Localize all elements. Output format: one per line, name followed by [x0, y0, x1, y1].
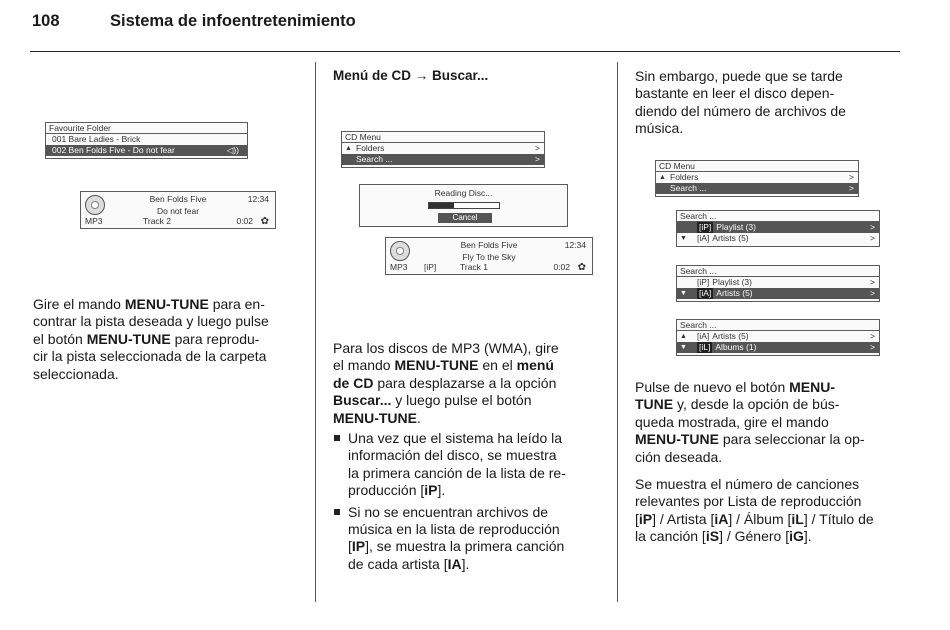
bullet-square-icon — [334, 435, 340, 441]
gear-icon: ✿ — [260, 216, 269, 227]
playlist-tag: [iP] — [424, 262, 437, 272]
col3-paragraph-2: Se muestra el número de canciones relevantes por Lista de reproducción [iP] / Artista [iA] / Álbum [iL] / Título de la canción [iS] / Género [iG]. — [635, 476, 874, 545]
screen-title: Search ... — [677, 211, 879, 222]
clock: 12:34 — [564, 240, 586, 250]
format-label: MP3 — [85, 216, 103, 226]
list-item: ▲ [iA] Artists (5) > — [680, 331, 875, 341]
progress-bar — [428, 202, 500, 209]
up-arrow-icon: ▲ — [680, 333, 687, 340]
clock: 12:34 — [247, 194, 269, 204]
progress-fill — [429, 203, 454, 208]
elapsed-time: 0:02 — [236, 216, 253, 226]
list-item: ▲ Folders > — [659, 172, 854, 182]
list-item: 001 Bare Ladies - Brick — [52, 134, 141, 144]
list-item-selected: 002 Ben Folds Five - Do not fear ◁)) — [46, 145, 247, 156]
screen-title: Search ... — [677, 266, 879, 277]
artist-name: Ben Folds Five — [460, 240, 518, 250]
down-arrow-icon: ▼ — [680, 290, 687, 297]
list-item-selected: Search ... > — [656, 183, 858, 194]
track-label: Track 1 — [460, 262, 489, 272]
track-label: Track 2 — [143, 216, 172, 226]
speaker-icon: ◁)) — [226, 145, 239, 155]
list-item-selected: ▼ [iA] Artists (5) > — [677, 288, 879, 299]
list-item: ▼ [iA] Artists (5) > — [680, 233, 875, 243]
artist-name: Ben Folds Five — [149, 194, 207, 204]
section-heading: Menú de CD → Buscar... — [333, 68, 489, 83]
header-rule — [30, 51, 900, 52]
col3-paragraph-1: Pulse de nuevo el botón MENU- TUNE y, desde la opción de bús- queda mostrada, gire el mando MENU-TUNE para seleccionar la op- ción deseada. — [635, 379, 865, 465]
page-title: Sistema de infoentretenimiento — [110, 12, 356, 30]
up-arrow-icon: ▲ — [345, 145, 352, 152]
search-screen-2 — [676, 265, 880, 302]
screen-title: Favourite Folder — [46, 123, 247, 134]
bullet-square-icon — [334, 509, 340, 515]
song-title: Do not fear — [156, 206, 200, 216]
bullet-item: Una vez que el sistema ha leído la información del disco, se muestra la primera canción de la lista de re- producción [iP]. — [333, 430, 608, 500]
page-number: 108 — [32, 12, 60, 30]
screen-title: CD Menu — [656, 161, 858, 172]
list-item-selected: ▼ [iL] Albums (1) > — [677, 342, 879, 353]
column-divider-2 — [617, 62, 618, 602]
now-playing-screen — [385, 237, 593, 275]
search-screen-3 — [676, 319, 880, 356]
cd-menu-screen — [341, 131, 545, 168]
list-item: ▲ Folders > — [345, 143, 540, 153]
col3-intro: Sin embargo, puede que se tarde bastante en leer el disco depen- diendo del número de archivos de música. — [635, 68, 846, 137]
down-arrow-icon: ▼ — [680, 235, 687, 242]
column-divider-1 — [315, 62, 316, 602]
reading-disc-dialog — [359, 184, 568, 227]
gear-icon: ✿ — [577, 262, 586, 273]
list-item-selected: [iP] Playlist (3) > — [677, 222, 879, 233]
search-screen-1 — [676, 210, 880, 247]
col2-bullets — [333, 430, 608, 577]
screen-title: CD Menu — [342, 132, 544, 143]
down-arrow-icon: ▼ — [680, 344, 687, 351]
page-header — [30, 12, 930, 38]
elapsed-time: 0:02 — [553, 262, 570, 272]
dialog-message: Reading Disc... — [434, 188, 493, 198]
screen-title: Search ... — [677, 320, 879, 331]
col1-paragraph: Gire el mando MENU-TUNE para en- contrar la pista deseada y luego pulse el botón MENU-TUNE para reprodu- cir la pista seleccionada de la carpeta seleccionada. — [33, 296, 269, 382]
list-item-selected: Search ... > — [342, 154, 544, 165]
col2-paragraph: Para los discos de MP3 (WMA), gire el mando MENU-TUNE en el menú de CD para desplazarse a la opción Buscar... y luego pulse el botón MENU-TUNE. — [333, 340, 559, 426]
bullet-item: Si no se encuentran archivos de música en la lista de reproducción [IP], se muestra la primera canción de cada artista [IA]. — [333, 504, 608, 574]
cancel-button[interactable]: Cancel — [438, 213, 492, 223]
format-label: MP3 — [390, 262, 408, 272]
favourite-folder-screen — [45, 122, 248, 159]
cd-menu-screen — [655, 160, 859, 197]
up-arrow-icon: ▲ — [659, 174, 666, 181]
now-playing-screen — [80, 191, 276, 229]
list-item: [iP] Playlist (3) > — [697, 277, 875, 287]
song-title: Fly To the Sky — [462, 252, 516, 262]
